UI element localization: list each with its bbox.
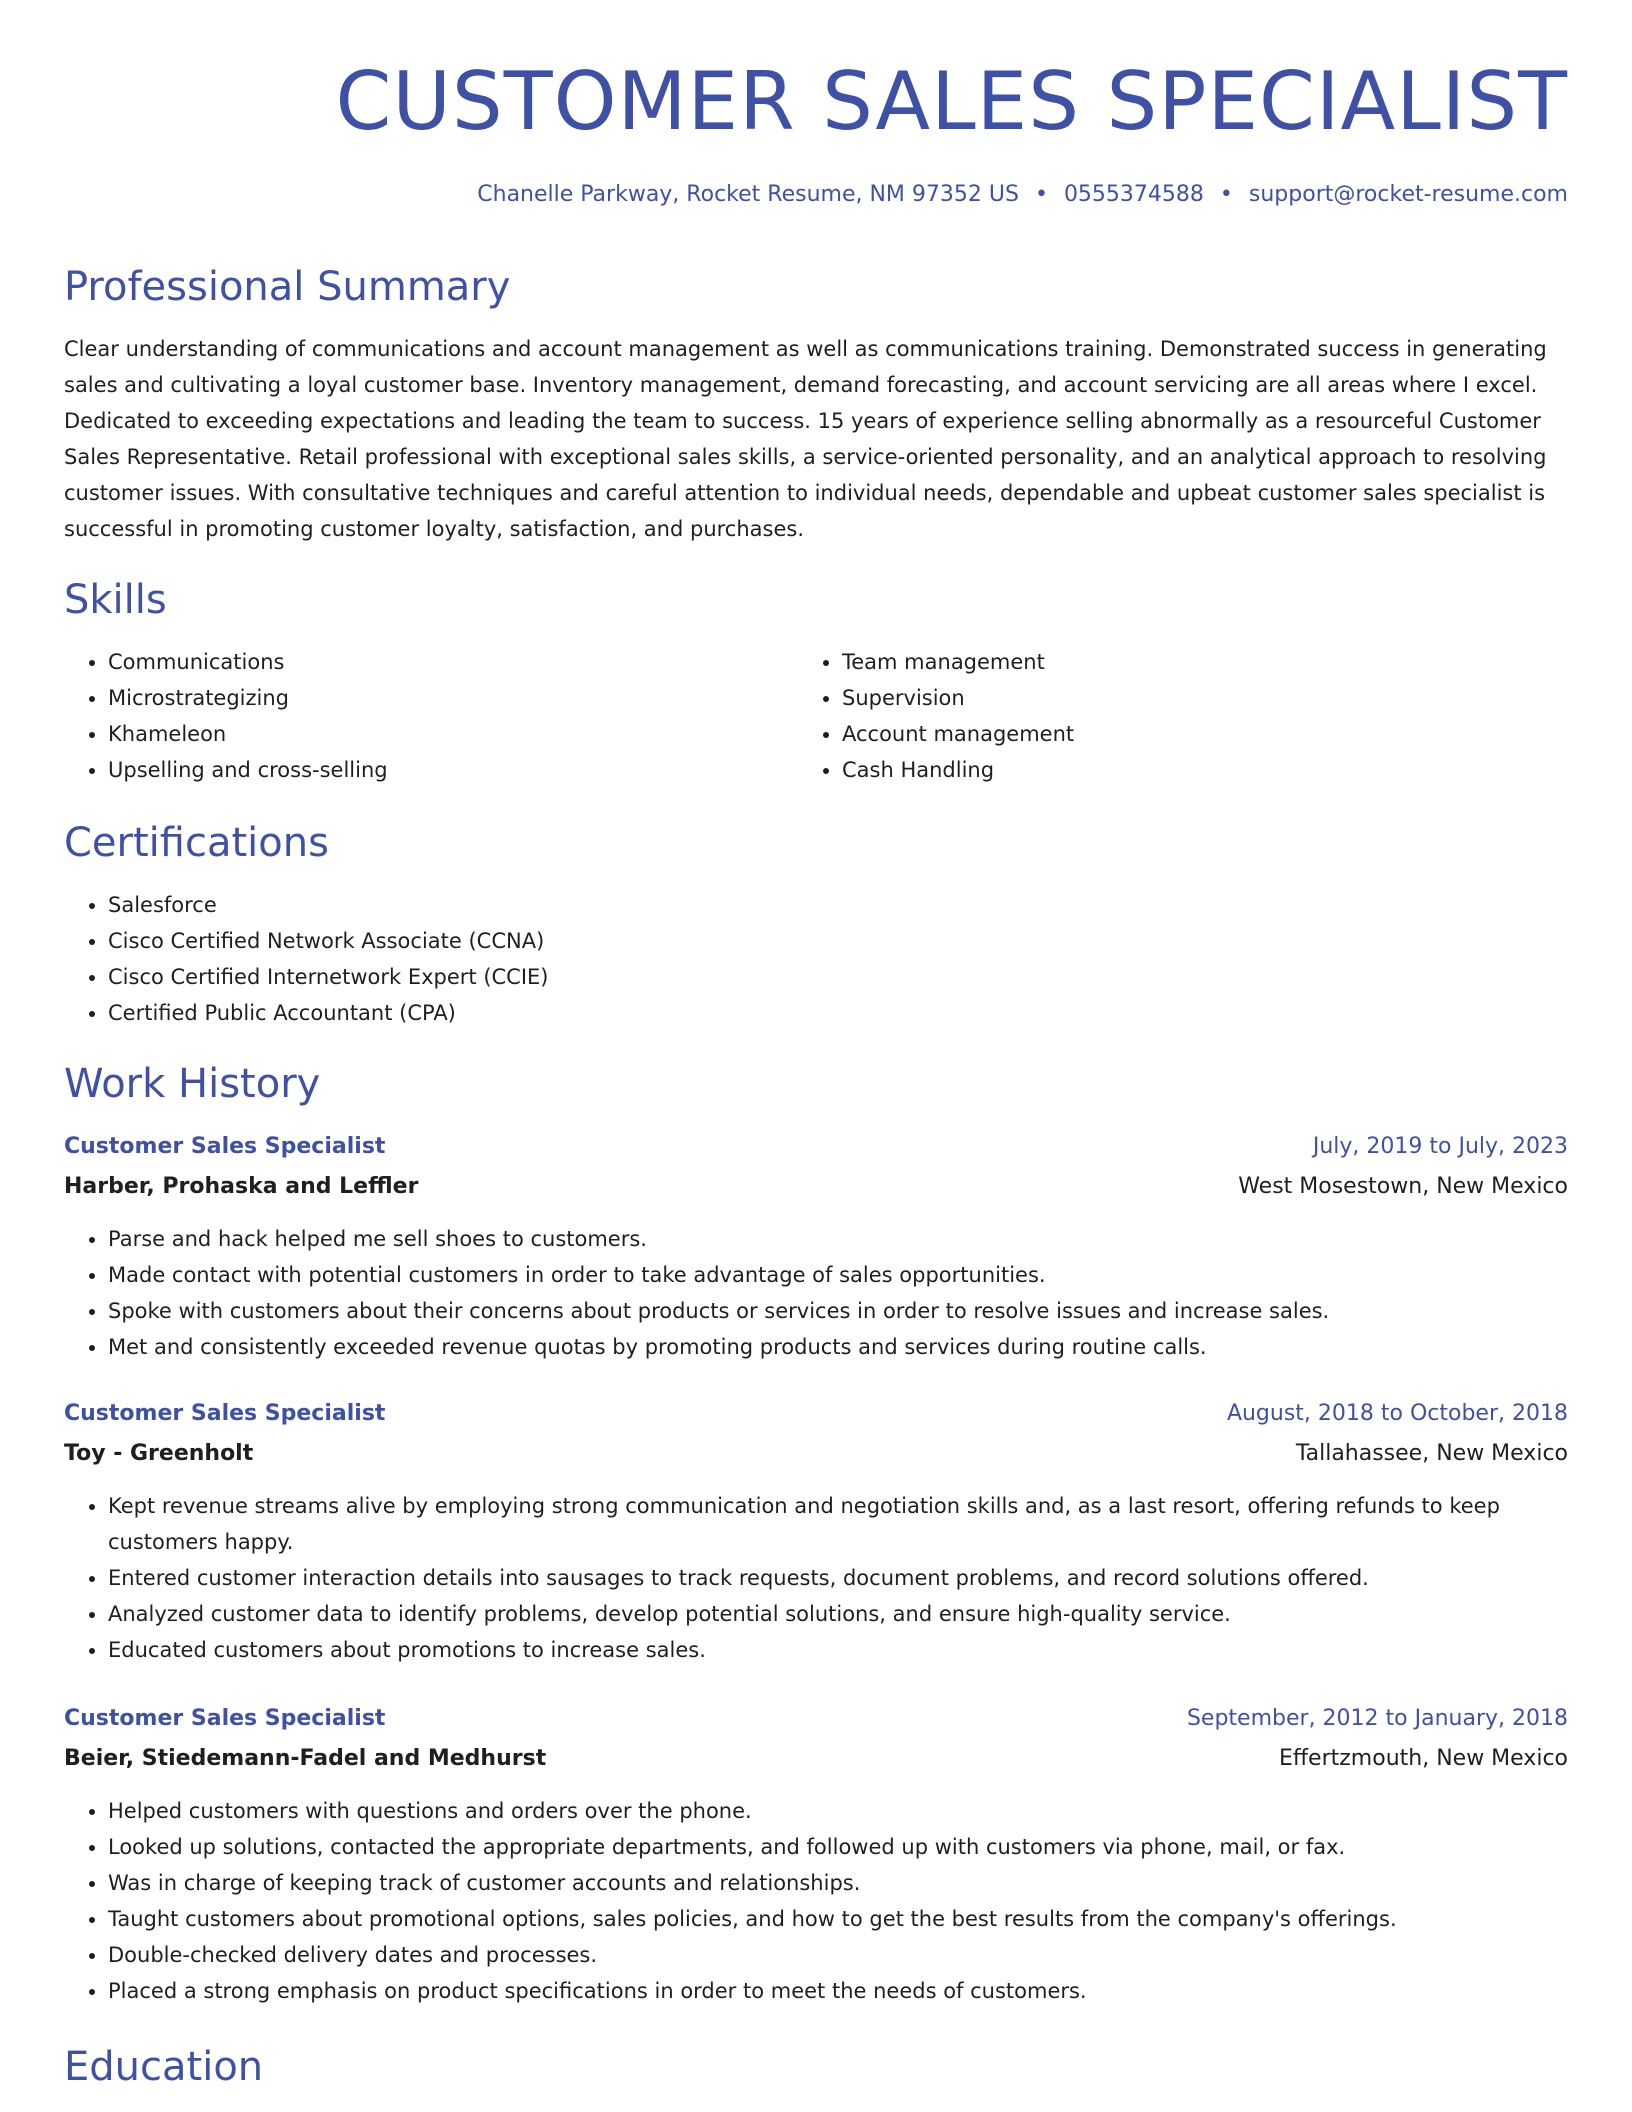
job-title: Customer Sales Specialist (64, 1401, 386, 1426)
contact-email: support@rocket-resume.com (1248, 182, 1568, 207)
job-bullet: • Educated customers about promotions to increase sales. (108, 1632, 1568, 1668)
certifications-heading: Certifications (64, 820, 329, 866)
skill-item: • Supervision (842, 680, 1542, 716)
job-bullets (64, 1488, 1568, 1668)
job-bullet: • Was in charge of keeping track of customer accounts and relationships. (108, 1865, 1568, 1901)
job-bullet: • Helped customers with questions and orders over the phone. (108, 1793, 1568, 1829)
contact-line (477, 180, 1568, 210)
job-header-row (64, 1704, 1568, 1734)
job-company-row (64, 1744, 1568, 1774)
job-bullets (64, 1793, 1568, 2009)
skills-list-right (798, 644, 1542, 788)
certifications-list (64, 887, 1508, 1031)
job-bullet: • Double-checked delivery dates and processes. (108, 1937, 1568, 1973)
certification-item: • Cisco Certified Internetwork Expert (CCIE) (108, 959, 1508, 995)
summary-text: Clear understanding of communications and account management as well as communications training. Demonstrated success in generating sales and cultivating a loyal customer base. Inventory management, demand forecasting, and account servicing are all areas where I excel. Dedicated to exceeding expectations and leading the team to success. 15 years of experience selling abnormally as a resourceful Customer Sales Representative. Retail professional with exceptional sales skills, a service-oriented personality, and an analytical approach to resolving customer issues. With consultative techniques and careful attention to individual needs, dependable and upbeat customer sales specialist is successful in promoting customer loyalty, satisfaction, and purchases. (64, 337, 1547, 541)
job-location: West Mosestown, New Mexico (1238, 1174, 1568, 1199)
skill-item: • Team management (842, 644, 1542, 680)
job-location: Effertzmouth, New Mexico (1279, 1746, 1568, 1771)
job-bullet: • Made contact with potential customers in order to take advantage of sales opportunities. (108, 1257, 1568, 1293)
job-bullet: • Kept revenue streams alive by employing strong communication and negotiation skills and, as a last resort, offering refunds to keep customers happy. (108, 1488, 1568, 1560)
skill-item: • Khameleon (108, 716, 788, 752)
job-title: Customer Sales Specialist (64, 1706, 386, 1731)
summary-heading: Professional Summary (64, 264, 511, 310)
skill-item: • Microstrategizing (108, 680, 788, 716)
work-history-heading: Work History (64, 1061, 321, 1107)
job-bullet: • Entered customer interaction details into sausages to track requests, document problems, and record solutions offered. (108, 1560, 1568, 1596)
job-company-row (64, 1439, 1568, 1469)
job-dates: September, 2012 to January, 2018 (1186, 1706, 1568, 1731)
contact-separator: • (1034, 182, 1048, 207)
job-bullet: • Parse and hack helped me sell shoes to customers. (108, 1221, 1568, 1257)
skill-item: • Upselling and cross-selling (108, 752, 788, 788)
job-bullet: • Looked up solutions, contacted the appropriate departments, and followed up with customers via phone, mail, or fax. (108, 1829, 1568, 1865)
job-bullet: • Met and consistently exceeded revenue quotas by promoting products and services during routine calls. (108, 1329, 1568, 1365)
skill-item: • Cash Handling (842, 752, 1542, 788)
skill-item: • Account management (842, 716, 1542, 752)
job-dates: July, 2019 to July, 2023 (1312, 1134, 1568, 1159)
resume-title: CUSTOMER SALES SPECIALIST (335, 55, 1568, 148)
job-bullet: • Placed a strong emphasis on product specifications in order to meet the needs of customers. (108, 1973, 1568, 2009)
job-header-row (64, 1399, 1568, 1429)
education-heading: Education (64, 2044, 264, 2090)
contact-phone: 0555374588 (1063, 182, 1204, 207)
job-title: Customer Sales Specialist (64, 1134, 386, 1159)
job-company: Harber, Prohaska and Leffler (64, 1174, 419, 1199)
job-bullet: • Analyzed customer data to identify problems, develop potential solutions, and ensure high-quality service. (108, 1596, 1568, 1632)
job-bullet: • Spoke with customers about their concerns about products or services in order to resolve issues and increase sales. (108, 1293, 1568, 1329)
certification-item: • Salesforce (108, 887, 1508, 923)
job-bullets (64, 1221, 1568, 1365)
job-company: Beier, Stiedemann-Fadel and Medhurst (64, 1746, 547, 1771)
certification-item: • Certified Public Accountant (CPA) (108, 995, 1508, 1031)
contact-address: Chanelle Parkway, Rocket Resume, NM 97352 US (477, 182, 1019, 207)
job-header-row (64, 1132, 1568, 1162)
contact-separator: • (1219, 182, 1233, 207)
certification-item: • Cisco Certified Network Associate (CCNA) (108, 923, 1508, 959)
skills-heading: Skills (64, 577, 167, 623)
job-company: Toy - Greenholt (64, 1441, 254, 1466)
job-location: Tallahassee, New Mexico (1295, 1441, 1568, 1466)
job-company-row (64, 1172, 1568, 1202)
job-bullet: • Taught customers about promotional options, sales policies, and how to get the best results from the company's offerings. (108, 1901, 1568, 1937)
skill-item: • Communications (108, 644, 788, 680)
skills-list-left (64, 644, 788, 788)
job-dates: August, 2018 to October, 2018 (1226, 1401, 1568, 1426)
